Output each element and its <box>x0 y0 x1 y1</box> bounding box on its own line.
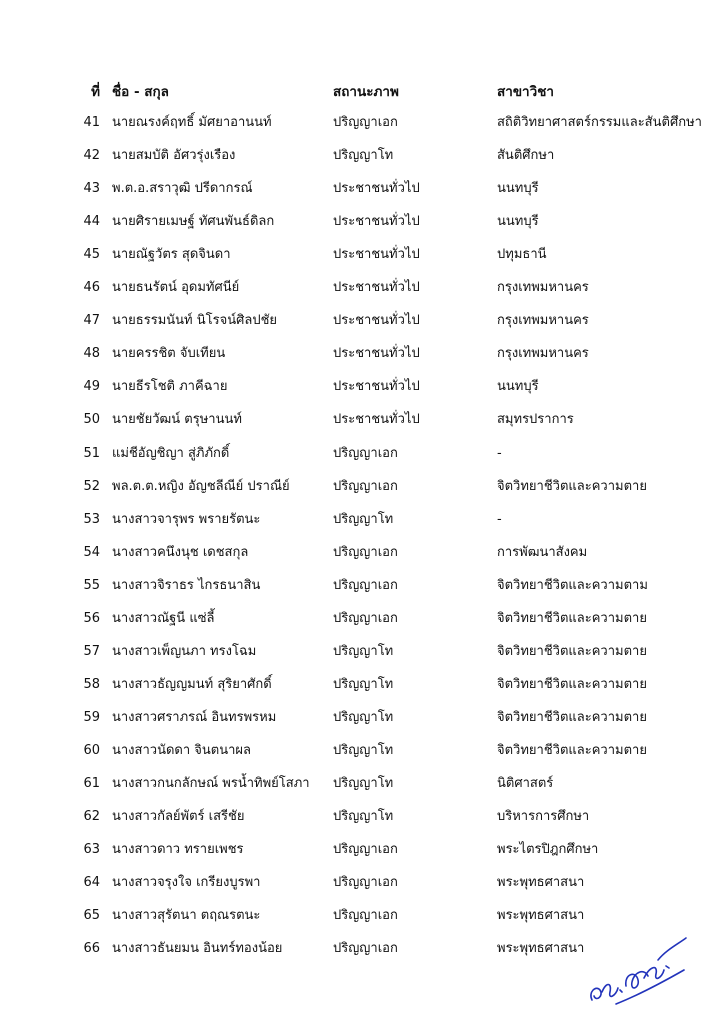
row-field: จิตวิทยาชีวิตและความตาย <box>497 610 647 626</box>
row-number: 44 <box>83 214 100 230</box>
row-number: 46 <box>83 280 100 296</box>
row-name: พล.ต.ต.หญิง อัญชลีณีย์ ปราณีย์ <box>112 478 290 494</box>
row-number: 55 <box>83 577 100 593</box>
row-name: นางสาวจรุงใจ เกรียงบูรพา <box>112 875 261 891</box>
row-field: พระพุทธศาสนา <box>497 908 585 924</box>
table-row <box>0 640 723 664</box>
row-status: ปริญญาเอก <box>333 842 398 858</box>
row-number: 59 <box>83 709 100 725</box>
row-status: ปริญญาโท <box>333 709 394 725</box>
table-row <box>0 574 723 598</box>
handwritten-signature <box>586 930 696 1010</box>
row-status: ประชาชนทั่วไป <box>333 280 420 296</box>
row-status: ประชาชนทั่วไป <box>333 346 420 362</box>
row-status: ปริญญาเอก <box>333 941 398 957</box>
row-field: การพัฒนาสังคม <box>497 544 588 560</box>
table-row <box>0 838 723 862</box>
row-number: 47 <box>83 313 100 329</box>
row-number: 53 <box>83 511 100 527</box>
table-row <box>0 243 723 267</box>
row-field: นนทบุรี <box>497 181 539 197</box>
row-name: นางสาวณัฐนี แซ่ลี้ <box>112 610 215 626</box>
row-name: นายณรงค์ฤทธิ์ มัศยาอานนท์ <box>112 115 272 130</box>
table-row <box>0 772 723 796</box>
row-field: สันติศึกษา <box>497 148 555 164</box>
row-number: 42 <box>83 148 100 164</box>
table-row <box>0 144 723 168</box>
row-number: 45 <box>83 247 100 263</box>
table-row <box>0 111 723 135</box>
row-name: นายชัยวัฒน์ ตรุษานนท์ <box>112 412 242 428</box>
row-status: ประชาชนทั่วไป <box>333 313 420 329</box>
row-field: กรุงเทพมหานคร <box>497 313 589 329</box>
header-name: ชื่อ - สกุล <box>112 84 169 100</box>
row-name: นายศิรายเมษฐ์ ทัศนพันธ์ดิลก <box>112 214 275 230</box>
row-number: 62 <box>83 809 100 824</box>
row-status: ประชาชนทั่วไป <box>333 214 420 230</box>
row-field: - <box>497 511 502 527</box>
table-row <box>0 309 723 333</box>
table-row <box>0 375 723 399</box>
row-field: จิตวิทยาชีวิตและความตาย <box>497 709 647 725</box>
row-field: นนทบุรี <box>497 379 539 395</box>
row-field: พระพุทธศาสนา <box>497 941 585 957</box>
row-field: กรุงเทพมหานคร <box>497 346 589 362</box>
row-number: 52 <box>83 478 100 494</box>
table-row <box>0 475 723 499</box>
header-field: สาขาวิชา <box>497 84 554 100</box>
row-name: นางสาวสุรัตนา ตฤณรตนะ <box>112 908 261 924</box>
row-name: นางสาวเพ็ญนภา ทรงโฉม <box>112 643 257 659</box>
row-number: 41 <box>83 115 100 130</box>
row-name: นางสาวคนึงนุช เดชสกุล <box>112 544 249 560</box>
row-field: จิตวิทยาชีวิตและความตาย <box>497 643 647 659</box>
row-name: นายธีรโชติ ภาคีฉาย <box>112 379 228 395</box>
table-row <box>0 673 723 697</box>
row-status: ปริญญาเอก <box>333 610 398 626</box>
row-status: ปริญญาโท <box>333 676 394 692</box>
row-field: นนทบุรี <box>497 214 539 230</box>
row-number: 64 <box>83 875 100 891</box>
row-field: จิตวิทยาชีวิตและความตาม <box>497 577 648 593</box>
row-field: จิตวิทยาชีวิตและความตาย <box>497 478 647 494</box>
row-status: ปริญญาโท <box>333 809 394 824</box>
row-status: ประชาชนทั่วไป <box>333 181 420 197</box>
row-status: ปริญญาเอก <box>333 544 398 560</box>
header-no: ที่ <box>91 84 100 100</box>
row-name: นางสาวกัลย์พัตร์ เสรีชัย <box>112 809 245 824</box>
row-name: นายณัฐวัตร สุดจินดา <box>112 247 231 263</box>
row-status: ปริญญาโท <box>333 776 394 791</box>
table-row <box>0 408 723 432</box>
row-number: 58 <box>83 676 100 692</box>
row-name: นางสาวธัญญมนท์ สุริยาศักดิ์ <box>112 676 272 692</box>
row-status: ปริญญาโท <box>333 148 394 164</box>
row-name: นางสาวศราภรณ์ อินทรพรหม <box>112 709 277 725</box>
row-name: นายครรชิต จับเทียน <box>112 346 226 362</box>
row-number: 48 <box>83 346 100 362</box>
row-status: ปริญญาเอก <box>333 478 398 494</box>
row-field: จิตวิทยาชีวิตและความตาย <box>497 742 647 758</box>
row-field: บริหารการศึกษา <box>497 809 590 824</box>
header-status: สถานะภาพ <box>333 84 399 100</box>
row-name: นายธรรมนันท์ นิโรจน์ศิลปชัย <box>112 313 278 329</box>
row-name: แม่ชีอัญชิญา สู่ภิภักดิ์ <box>112 445 230 461</box>
row-status: ปริญญาเอก <box>333 577 398 593</box>
table-row <box>0 805 723 829</box>
row-name: นางสาวดาว ทรายเพชร <box>112 842 244 858</box>
table-row <box>0 276 723 300</box>
row-status: ปริญญาโท <box>333 742 394 758</box>
table-row <box>0 342 723 366</box>
row-status: ประชาชนทั่วไป <box>333 412 420 428</box>
row-name: นางสาวนัดดา จินตนาผล <box>112 742 251 758</box>
row-number: 60 <box>83 742 100 758</box>
table-row <box>0 508 723 532</box>
row-number: 50 <box>83 412 100 428</box>
row-field: กรุงเทพมหานคร <box>497 280 589 296</box>
row-status: ประชาชนทั่วไป <box>333 379 420 395</box>
row-number: 61 <box>83 776 100 791</box>
row-status: ปริญญาเอก <box>333 875 398 891</box>
row-number: 54 <box>83 544 100 560</box>
table-row <box>0 210 723 234</box>
row-status: ปริญญาเอก <box>333 115 398 130</box>
row-name: นายธนรัตน์ อุดมทัศนีย์ <box>112 280 240 296</box>
row-name: นางสาวจิราธร ไกรธนาสิน <box>112 577 261 593</box>
row-status: ปริญญาเอก <box>333 445 398 461</box>
row-name: นายสมบัติ อัศวรุ่งเรือง <box>112 148 236 164</box>
row-name: นางสาวธันยมน อินทร์ทองน้อย <box>112 941 283 957</box>
row-number: 57 <box>83 643 100 659</box>
table-row <box>0 904 723 928</box>
row-name: นางสาวกนกลักษณ์ พรน้ำทิพย์โสภา <box>112 776 310 791</box>
table-row <box>0 706 723 730</box>
row-status: ปริญญาโท <box>333 511 394 527</box>
row-field: พระไตรปิฎกศึกษา <box>497 842 599 858</box>
row-status: ปริญญาเอก <box>333 908 398 924</box>
row-number: 43 <box>83 181 100 197</box>
row-field: สถิติวิทยาศาสตร์กรรมและสันติศึกษา <box>497 115 702 130</box>
row-number: 51 <box>83 445 100 461</box>
row-number: 66 <box>83 941 100 957</box>
row-number: 63 <box>83 842 100 858</box>
row-number: 65 <box>83 908 100 924</box>
table-row <box>0 442 723 466</box>
table-row <box>0 871 723 895</box>
row-field: จิตวิทยาชีวิตและความตาย <box>497 676 647 692</box>
row-name: นางสาวจารุพร พรายรัตนะ <box>112 511 261 527</box>
table-row <box>0 177 723 201</box>
row-number: 49 <box>83 379 100 395</box>
table-row <box>0 607 723 631</box>
table-header <box>0 80 723 104</box>
row-name: พ.ต.อ.สราวุฒิ ปรีดากรณ์ <box>112 181 253 197</box>
row-field: - <box>497 445 502 461</box>
row-field: พระพุทธศาสนา <box>497 875 585 891</box>
table-row <box>0 541 723 565</box>
row-field: ปทุมธานี <box>497 247 547 263</box>
table-row <box>0 739 723 763</box>
row-field: สมุทรปราการ <box>497 412 574 428</box>
row-status: ปริญญาโท <box>333 643 394 659</box>
row-status: ประชาชนทั่วไป <box>333 247 420 263</box>
row-field: นิติศาสตร์ <box>497 776 554 791</box>
row-number: 56 <box>83 610 100 626</box>
